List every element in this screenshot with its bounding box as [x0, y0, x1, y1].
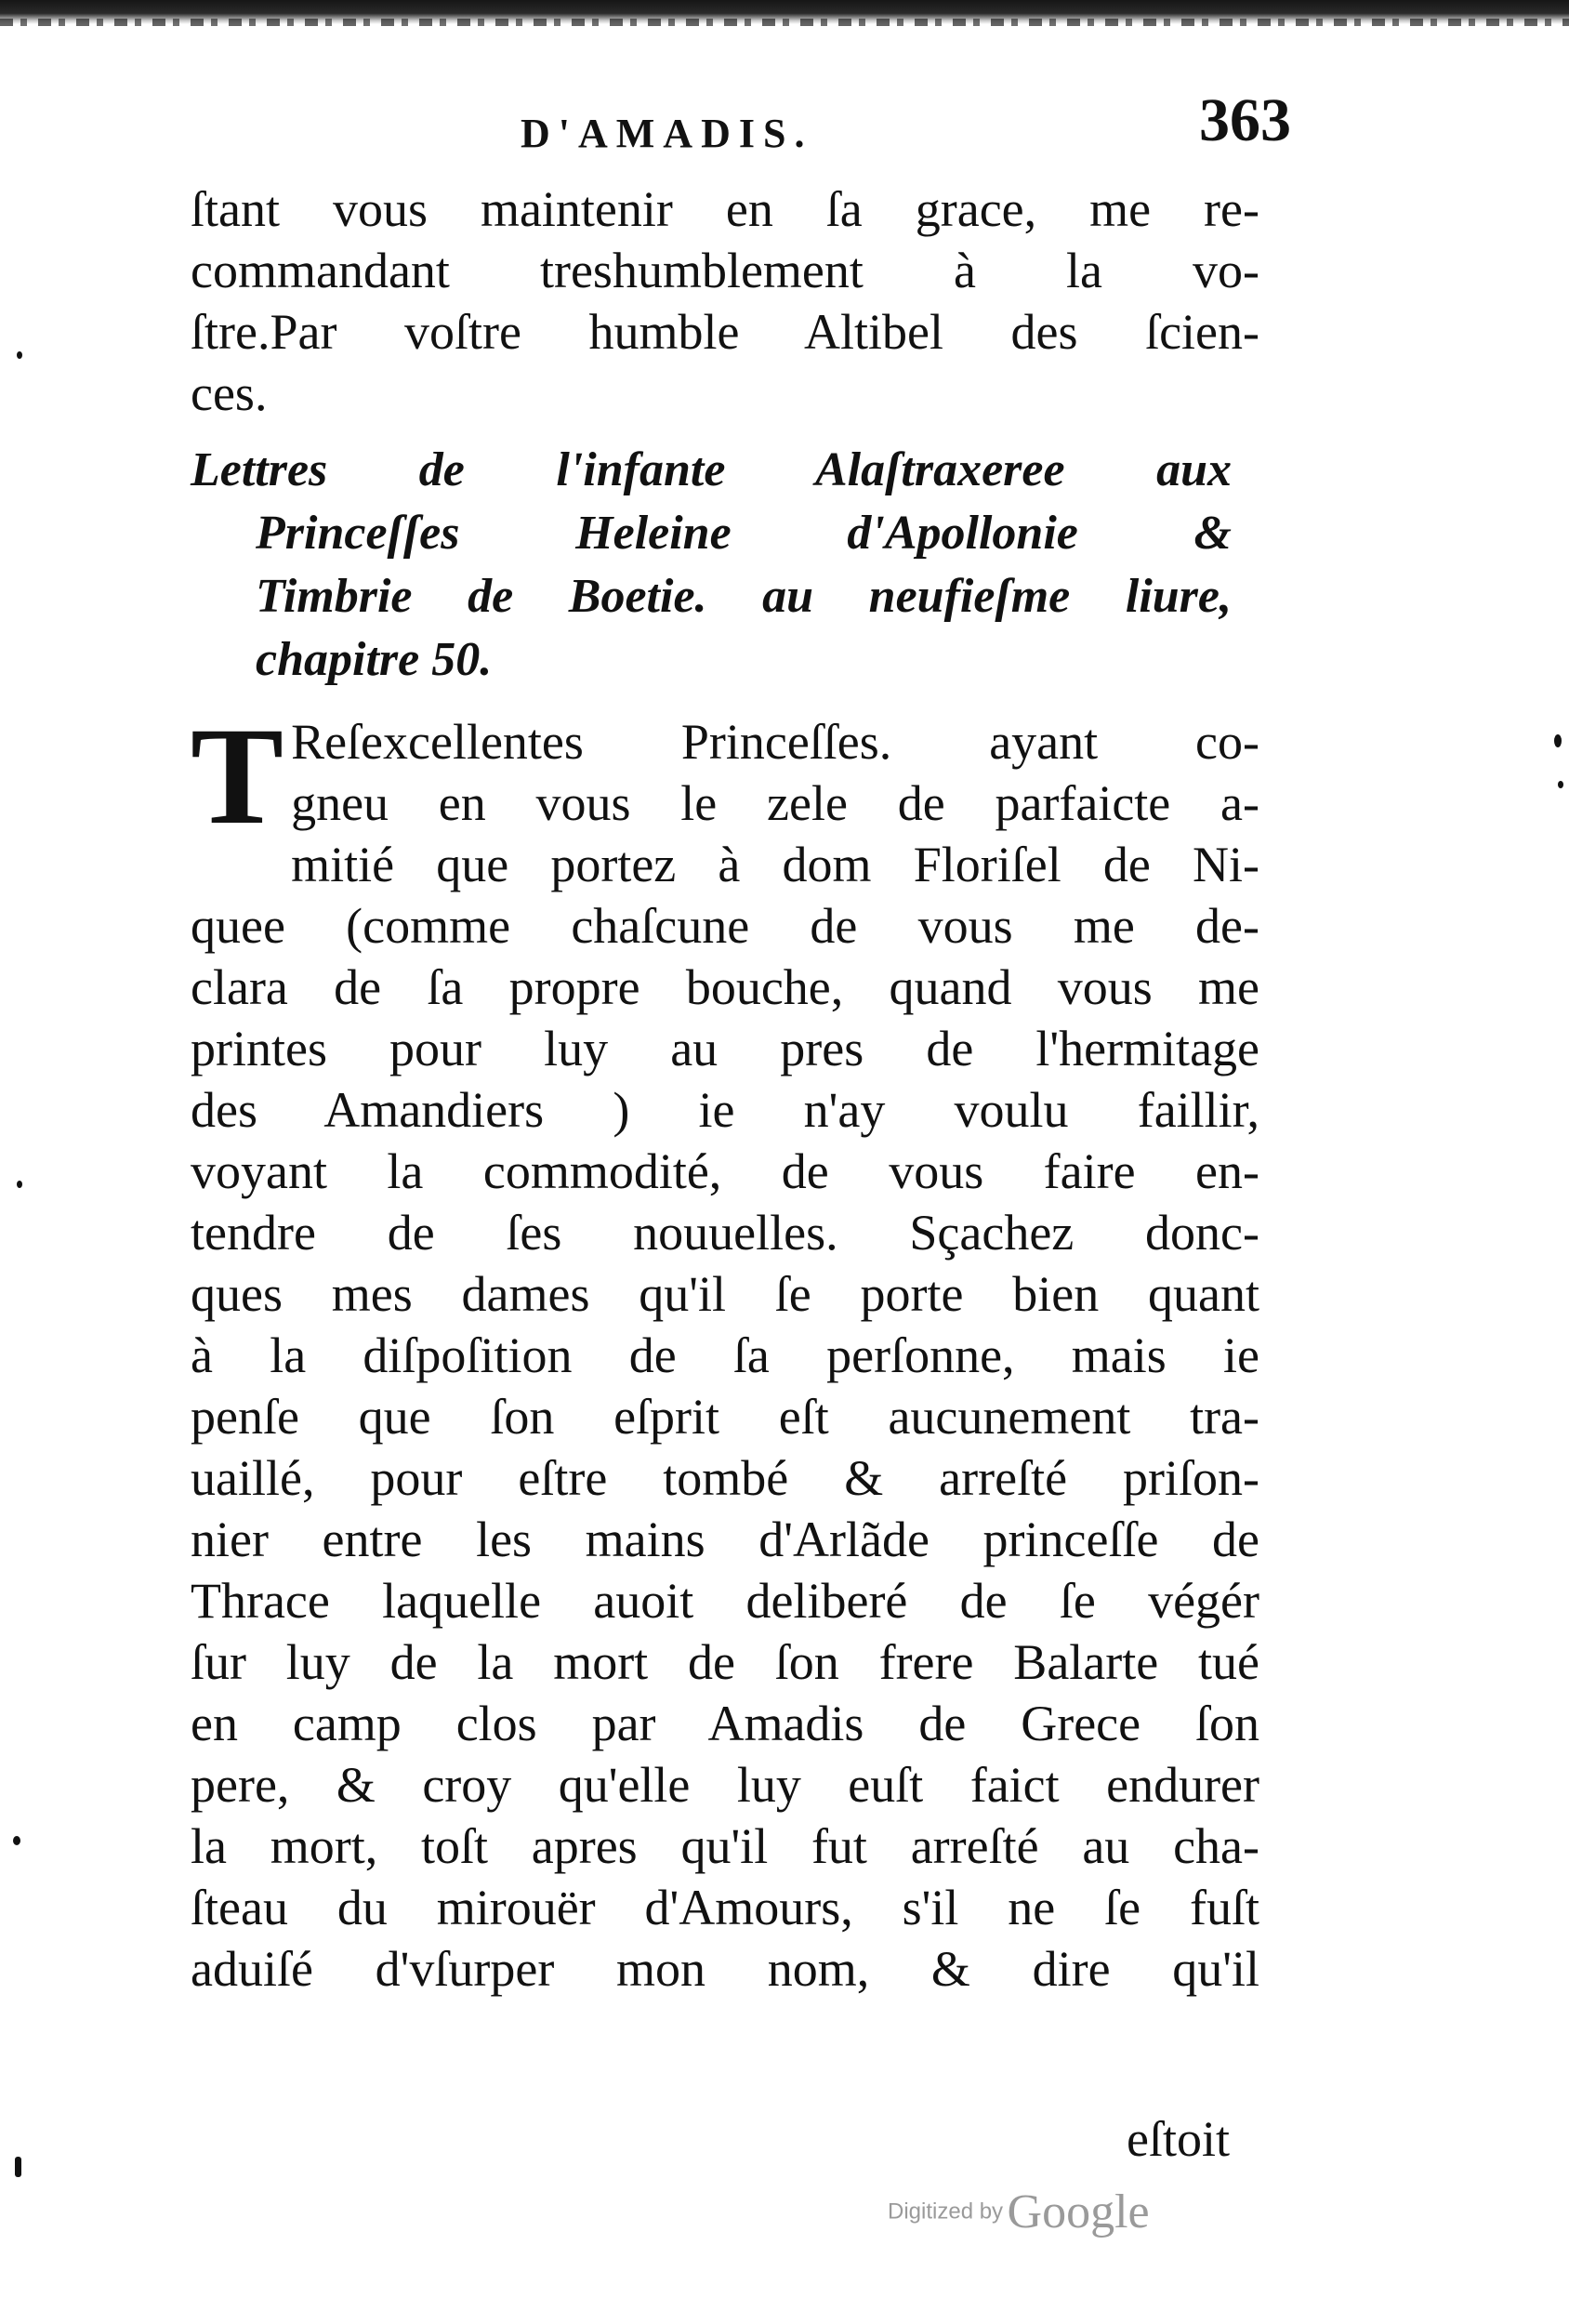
continued-paragraph	[191, 178, 1259, 424]
text-line: tendre de ſes nouuelles. Sçachez donc-	[191, 1205, 1259, 1261]
digitization-watermark	[888, 2185, 1150, 2239]
text-line: voyant la commodité, de vous faire en-	[191, 1143, 1259, 1199]
page-top-border	[0, 0, 1569, 24]
running-head: D'AMADIS.	[521, 111, 813, 156]
text-line: la mort, toſt apres qu'il fut arreſté au cha-	[191, 1818, 1259, 1874]
heading-line: Princeſſes Heleine d'Apollonie &	[256, 507, 1232, 560]
margin-speck	[1558, 781, 1563, 788]
text-line: gneu en vous le zele de parfaicte a-	[291, 775, 1259, 831]
margin-speck	[1554, 734, 1562, 747]
letter-body	[191, 699, 1259, 2000]
text-line: pere, & croy qu'elle luy euſt faict endurer	[191, 1757, 1259, 1813]
text-line: ces.	[191, 365, 268, 421]
text-line: Reſexcellentes Princeſſes. ayant co-	[291, 714, 1259, 770]
text-line: ſteau du mirouër d'Amours, s'il ne ſe fuſt	[191, 1880, 1259, 1935]
margin-speck	[17, 1181, 22, 1188]
text-line: commandant treshumblement à la vo-	[191, 243, 1259, 298]
watermark-prefix: Digitized by	[888, 2199, 1004, 2225]
margin-speck	[17, 351, 22, 359]
text-line: à la diſpoſition de ſa perſonne, mais ie	[191, 1327, 1259, 1383]
text-line: mitié que portez à dom Floriſel de Ni-	[291, 837, 1259, 892]
page-number: 363	[1199, 86, 1291, 154]
heading-line: Timbrie de Boetie. au neufieſme liure,	[256, 570, 1232, 623]
catchword: eſtoit	[1127, 2111, 1230, 2167]
text-line: ſtant vous maintenir en ſa grace, me re-	[191, 181, 1259, 237]
text-line: aduiſé d'vſurper mon nom, & dire qu'il	[191, 1941, 1259, 1997]
drop-cap-initial: T	[191, 699, 284, 853]
text-line: uaillé, pour eſtre tombé & arreſté priſon-	[191, 1450, 1259, 1506]
text-line: ſur luy de la mort de ſon frere Balarte tué	[191, 1634, 1259, 1690]
text-line: ſtre.Par voſtre humble Altibel des ſcien-	[191, 304, 1259, 360]
text-line: printes pour luy au pres de l'hermitage	[191, 1021, 1259, 1076]
letter-heading	[191, 439, 1232, 692]
text-line: ques mes dames qu'il ſe porte bien quant	[191, 1266, 1259, 1322]
text-line: des Amandiers ) ie n'ay voulu faillir,	[191, 1082, 1259, 1138]
text-line: quee (comme chaſcune de vous me de-	[191, 898, 1259, 954]
heading-line: chapitre 50.	[256, 633, 493, 686]
text-line: clara de ſa propre bouche, quand vous me	[191, 959, 1259, 1015]
margin-speck	[13, 1836, 20, 1845]
text-line: en camp clos par Amadis de Grece ſon	[191, 1696, 1259, 1751]
heading-line: Lettres de l'infante Alaſtraxeree aux	[191, 443, 1232, 496]
text-line: nier entre les mains d'Arlãde princeſſe de	[191, 1512, 1259, 1567]
text-line: Thrace laquelle auoit deliberé de ſe végér	[191, 1573, 1259, 1629]
watermark-brand: Google	[1007, 2185, 1150, 2238]
margin-speck	[15, 2157, 21, 2177]
text-line: penſe que ſon eſprit eſt aucunement tra-	[191, 1389, 1259, 1445]
